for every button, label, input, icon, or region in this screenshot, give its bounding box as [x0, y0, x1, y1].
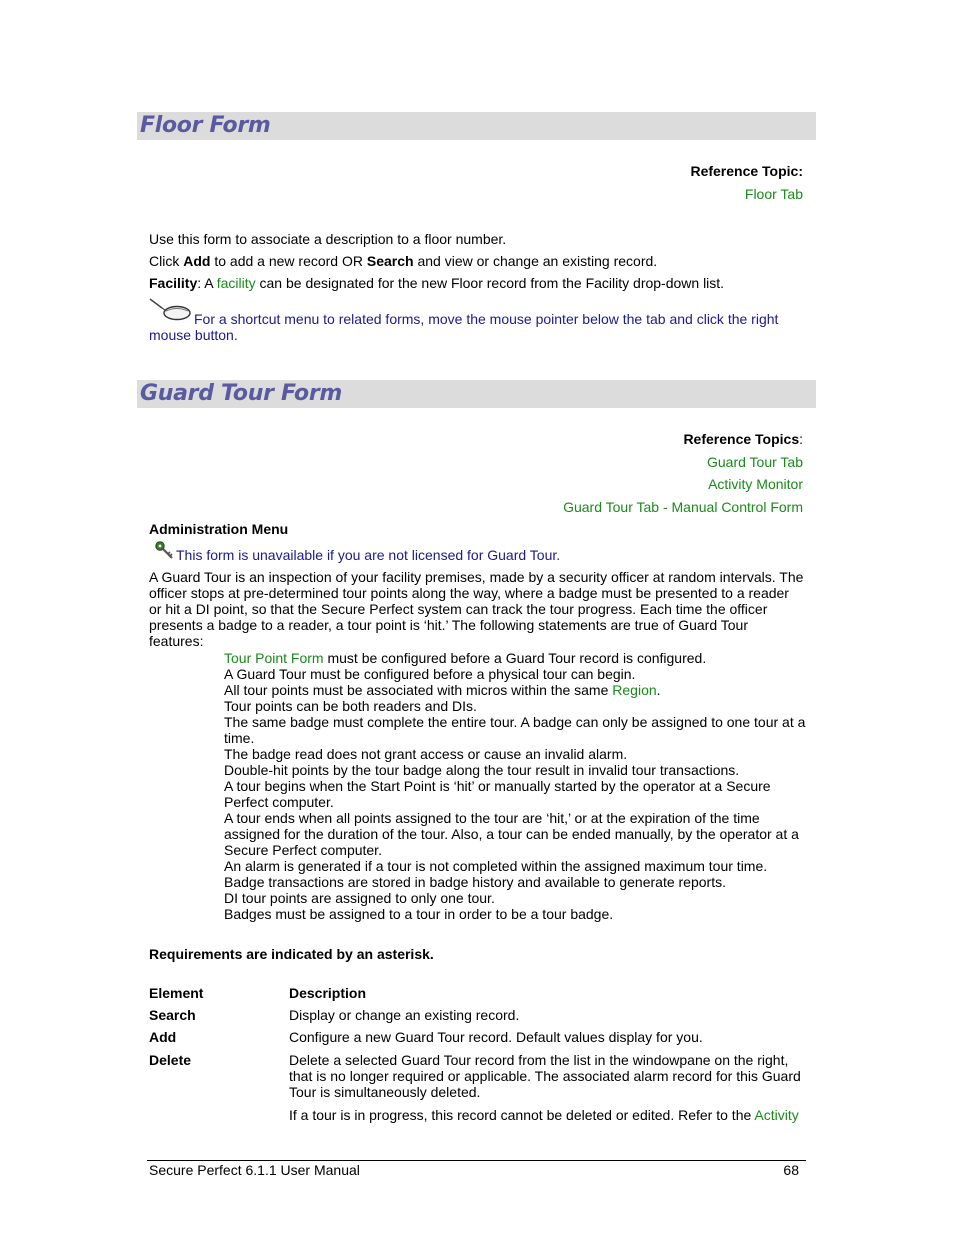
list-item: [224, 650, 809, 666]
table-header-element: Element: [149, 985, 204, 1001]
bullet1-text: must be configured before a Guard Tour record is configured.: [323, 650, 707, 666]
activity-link[interactable]: Activity: [754, 1107, 799, 1123]
guard-reference-label: [683, 431, 803, 447]
floor-intro: Use this form to associate a description to a floor number.: [149, 231, 507, 247]
guard-reference-colon: :: [799, 431, 803, 447]
list-item: [224, 682, 809, 698]
click-post: and view or change an existing record.: [413, 253, 658, 269]
guard-tour-tab-link[interactable]: Guard Tour Tab: [707, 454, 803, 470]
table-row-add-element: Add: [149, 1029, 177, 1045]
list-item: DI tour points are assigned to only one tour.: [224, 890, 495, 906]
list-item: Double-hit points by the tour badge along the tour result in invalid tour transactions.: [224, 762, 740, 778]
floor-form-header: [137, 112, 816, 140]
table-row-delete-element: Delete: [149, 1052, 192, 1068]
click-add: Add: [183, 253, 211, 269]
list-item: An alarm is generated if a tour is not completed within the assigned maximum tour time.: [224, 858, 768, 874]
table-row-delete-description: Delete a selected Guard Tour record from the list in the windowpane on the right, that is no longer required or applicable. The associated alarm record for this Guard Tour is simultaneously deleted.: [289, 1052, 801, 1100]
list-item: The same badge must complete the entire tour. A badge can only be assigned to one tour at a time.: [224, 714, 806, 746]
manual-control-form-link[interactable]: Guard Tour Tab - Manual Control Form: [563, 499, 803, 515]
table-row-search-description: Display or change an existing record.: [289, 1007, 520, 1023]
list-item: Tour points can be both readers and DIs.: [224, 698, 477, 714]
floor-tab-link[interactable]: Floor Tab: [744, 186, 803, 202]
footer-divider: [147, 1160, 806, 1161]
floor-facility-text: [149, 275, 809, 291]
facility-post: can be designated for the new Floor record from the Facility drop-down list.: [255, 275, 725, 291]
list-item: Badge transactions are stored in badge history and available to generate reports.: [224, 874, 726, 890]
bullet3-post: .: [656, 682, 661, 698]
list-item: A tour begins when the Start Point is ‘hit’ or manually started by the operator at a Secure Perfect computer.: [224, 778, 771, 810]
guard-tour-description: A Guard Tour is an inspection of your facility premises, made by a security officer at random intervals. The officer stops at pre-determined tour points along the way, where a badge must be presented to a reader or hit a DI point, so that the Secure Perfect system can track the tour progress. Each time the officer presents a badge to a reader, a tour point is ‘hit.’ The following statements are true of Guard Tour features:: [149, 569, 804, 649]
region-link[interactable]: Region: [612, 682, 657, 698]
activity-monitor-link[interactable]: Activity Monitor: [708, 476, 803, 492]
facility-pre: : A: [197, 275, 217, 291]
guard-tour-form-header: [137, 380, 816, 408]
administration-menu-label: Administration Menu: [149, 521, 289, 537]
floor-reference-label: Reference Topic:: [690, 163, 803, 179]
key-icon: [153, 540, 175, 560]
shortcut-menu-note: For a shortcut menu to related forms, move the mouse pointer below the tab and click the right mouse button.: [149, 311, 779, 343]
table-header-description: Description: [289, 985, 367, 1001]
guard-reference-label-text: Reference Topics: [683, 431, 800, 447]
footer-manual-title: Secure Perfect 6.1.1 User Manual: [149, 1162, 360, 1178]
floor-click-instruction: [149, 253, 809, 269]
floor-form-title: Floor Form: [140, 113, 271, 138]
list-item: A Guard Tour must be configured before a physical tour can begin.: [224, 666, 636, 682]
list-item: Badges must be assigned to a tour in order to be a tour badge.: [224, 906, 614, 922]
facility-label: Facility: [149, 275, 198, 291]
click-mid: to add a new record OR: [210, 253, 367, 269]
click-pre: Click: [149, 253, 184, 269]
bullet3-pre: All tour points must be associated with micros within the same: [224, 682, 613, 698]
click-search: Search: [366, 253, 414, 269]
list-item: A tour ends when all points assigned to the tour are ‘hit,’ or at the expiration of the time assigned for the duration of the tour. Also, a tour can be ended manually, by the operator at a Secure Perfect computer.: [224, 810, 799, 858]
table-row-delete-extra: [289, 1107, 809, 1123]
table-row-add-description: Configure a new Guard Tour record. Default values display for you.: [289, 1029, 703, 1045]
footer-page-number: 68: [783, 1162, 799, 1178]
license-note: This form is unavailable if you are not licensed for Guard Tour.: [176, 547, 561, 563]
table-row-search-element: Search: [149, 1007, 196, 1023]
tour-point-form-link[interactable]: Tour Point Form: [224, 650, 324, 666]
guard-tour-statements: [224, 650, 809, 922]
facility-link[interactable]: facility: [216, 275, 256, 291]
delete-extra-text: If a tour is in progress, this record cannot be deleted or edited. Refer to the: [289, 1107, 755, 1123]
requirements-note: Requirements are indicated by an asterisk.: [149, 946, 434, 962]
guard-tour-form-title: Guard Tour Form: [140, 381, 342, 406]
list-item: The badge read does not grant access or cause an invalid alarm.: [224, 746, 628, 762]
